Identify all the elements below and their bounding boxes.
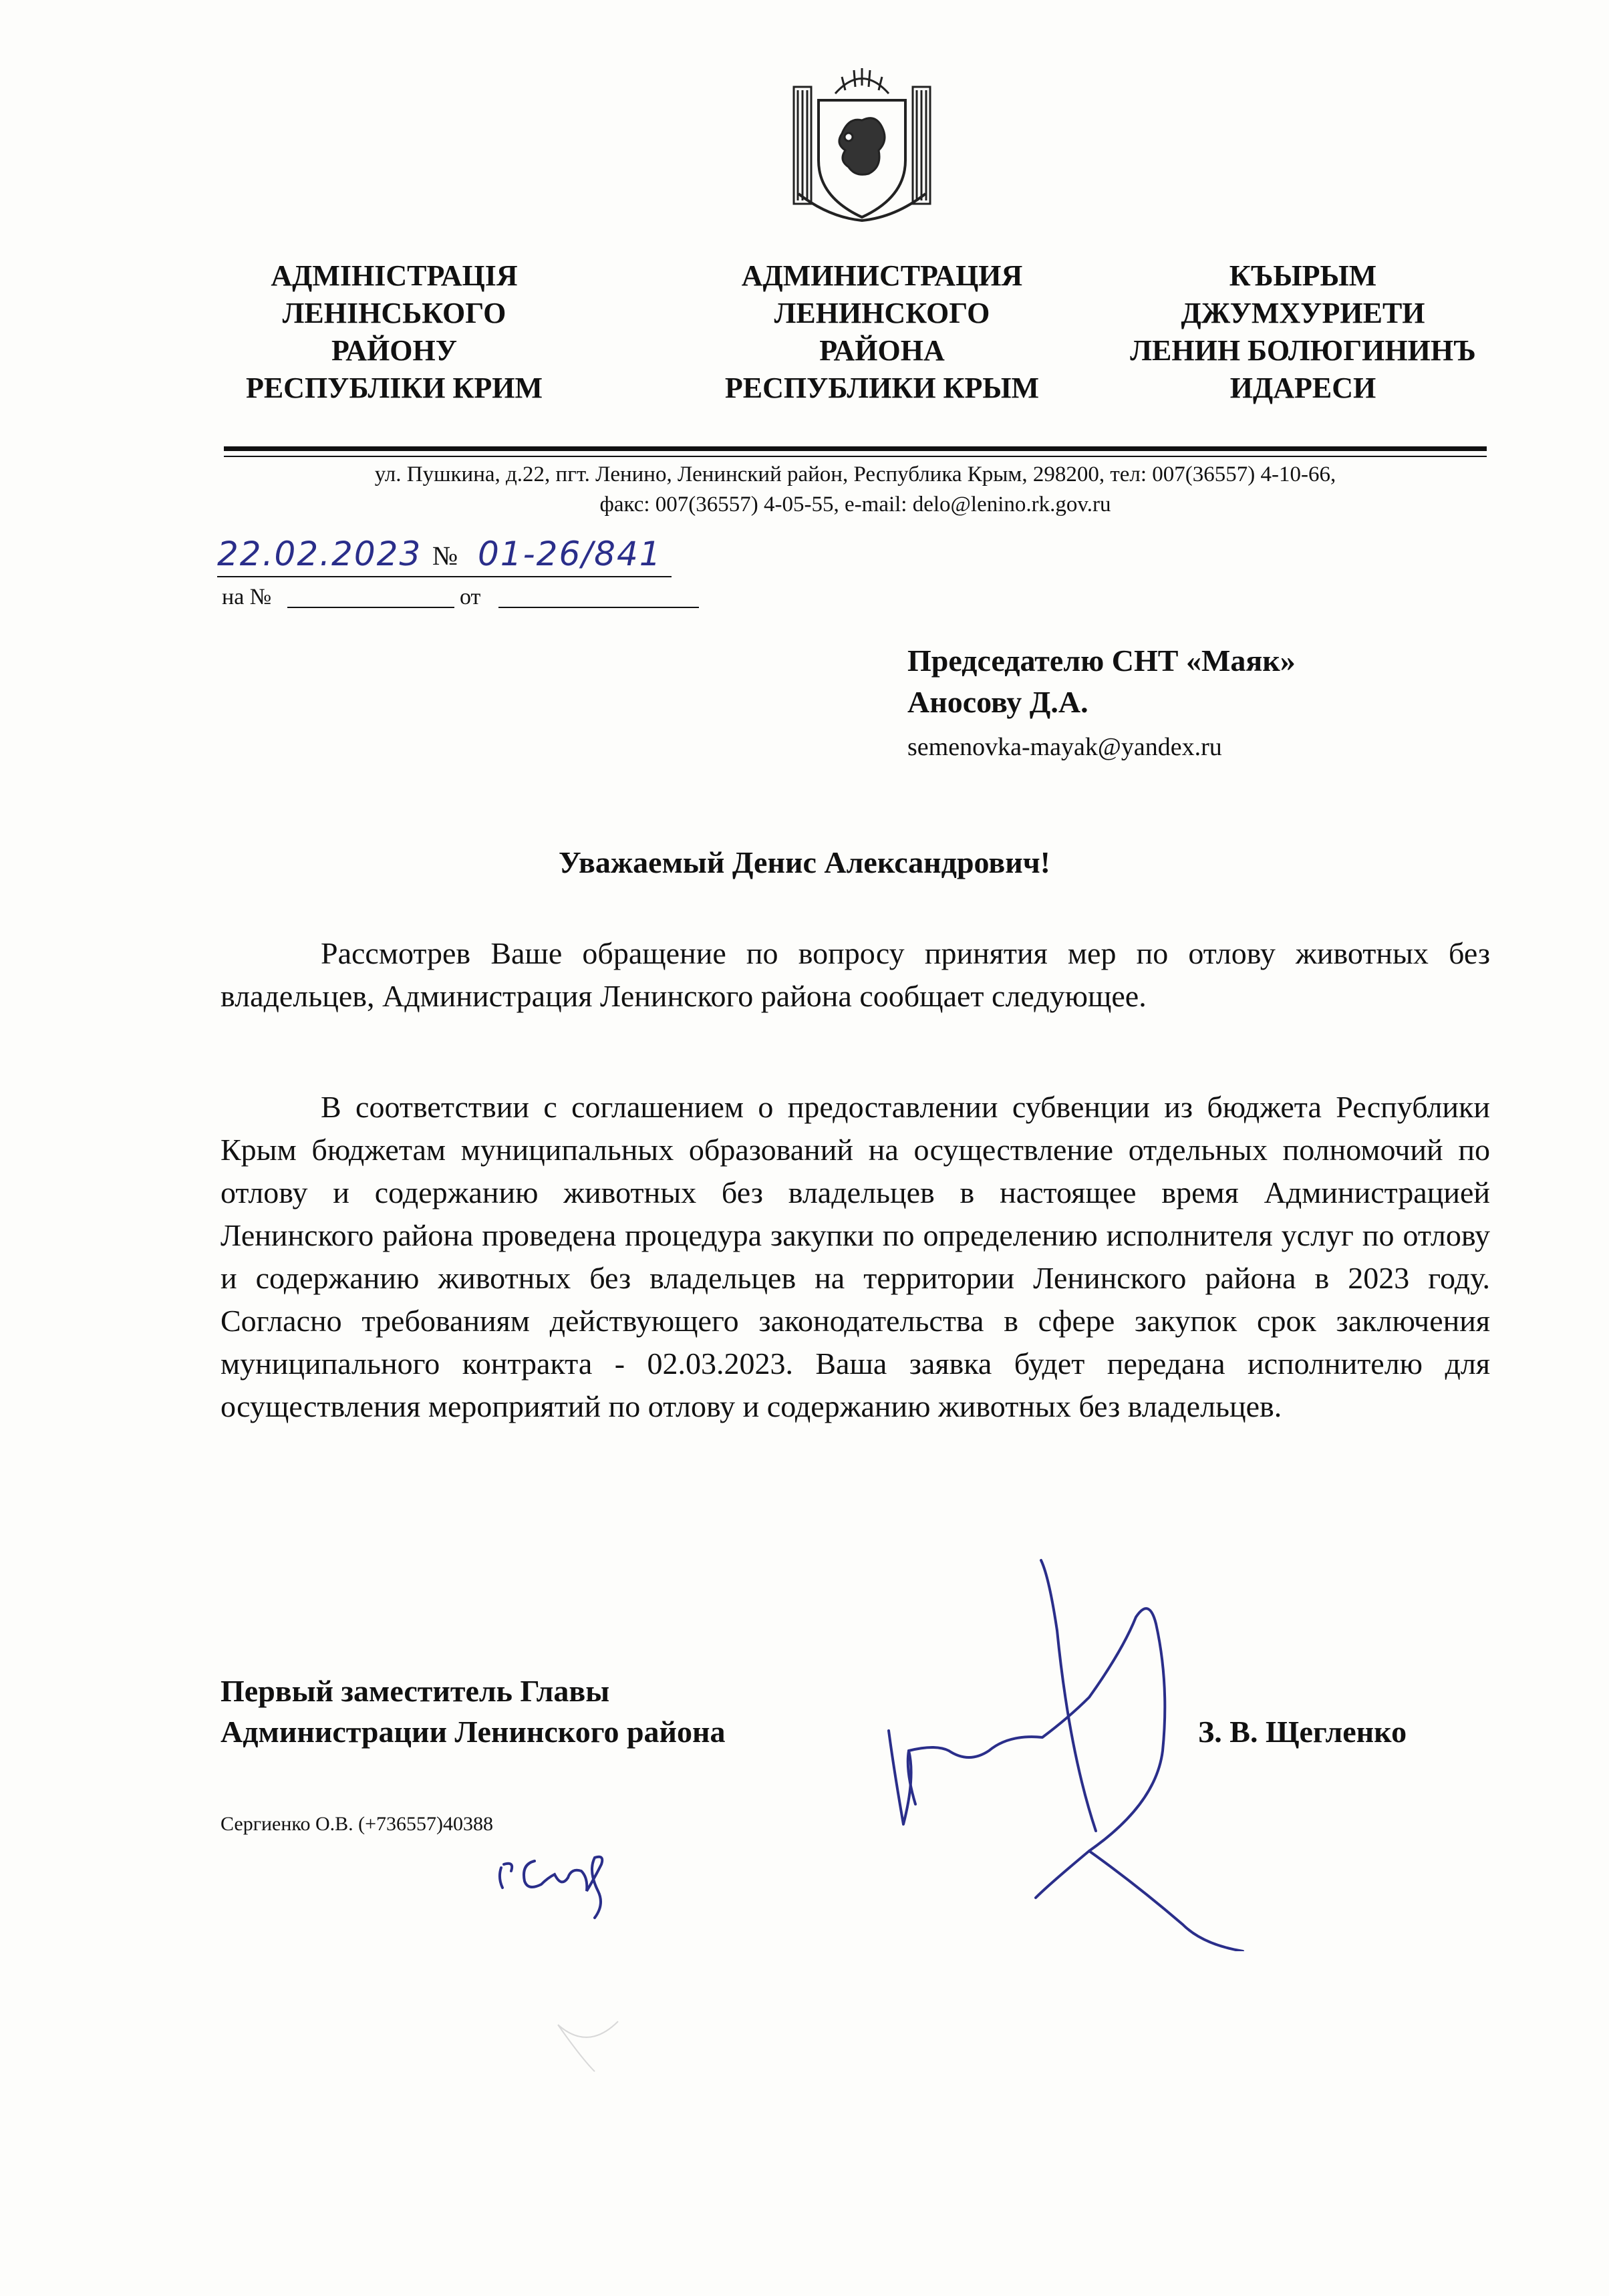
addressee-title: Председателю СНТ «Маяк» (907, 643, 1296, 678)
in-reply-number-blank (287, 607, 454, 608)
header-ukrainian-line: ЛЕНІНСЬКОГО (282, 297, 506, 329)
registration-underline (217, 576, 672, 577)
salutation: Уважаемый Денис Александрович! (559, 845, 1050, 879)
header-russian-line: РЕСПУБЛИКИ КРЫМ (724, 372, 1040, 404)
signatory-position-line-1: Первый заместитель Главы (221, 1674, 610, 1708)
handwritten-initials-icon (488, 1838, 635, 1924)
addressee-name: Аносову Д.А. (907, 685, 1088, 719)
registration-date: 22.02.2023 (217, 535, 422, 573)
header-russian-line: ЛЕНИНСКОГО (774, 297, 990, 329)
header-crimean-tatar-line: ДЖУМХУРИЕТИ (1181, 297, 1425, 329)
signatory-name: З. В. Щегленко (1198, 1715, 1407, 1749)
header-russian (668, 257, 1096, 407)
address-line-2: факс: 007(36557) 4-05-55, e-mail: delo@lenino.rk.gov.ru (599, 492, 1111, 517)
registration-line (217, 535, 685, 581)
body-paragraph-1: Рассмотрев Ваше обращение по вопросу принятия мер по отлову животных без владельцев, Администрация Ленинского района сообщает следующее. (221, 936, 1490, 1013)
coat-of-arms-icon (782, 60, 942, 227)
header-ukrainian (194, 257, 595, 407)
registration-number: 01-26/841 (478, 535, 662, 573)
in-reply-date-blank (498, 607, 699, 608)
header-crimean-tatar-line: ЛЕНИН БОЛЮГИНИНЪ (1130, 334, 1476, 367)
header-divider-thick (224, 446, 1487, 451)
header-divider-thin (224, 456, 1487, 457)
in-reply-from-label: от (460, 585, 481, 609)
header-russian-line: РАЙОНА (819, 334, 945, 367)
header-crimean-tatar (1096, 257, 1510, 407)
header-ukrainian-line: АДМІНІСТРАЦІЯ (271, 259, 518, 292)
header-russian-line: АДМИНИСТРАЦИЯ (741, 259, 1023, 292)
addressee-email: semenovka-mayak@yandex.ru (907, 733, 1222, 761)
signatory-position-line-2: Администрации Ленинского района (221, 1715, 726, 1749)
faint-pencil-mark-icon (555, 2011, 621, 2078)
header-crimean-tatar-line: КЪЫРЫМ (1229, 259, 1377, 292)
executor-contact: Сергиенко О.В. (+736557)40388 (221, 1813, 494, 1835)
body-paragraph-2: В соответствии с соглашением о предоставлении субвенции из бюджета Республики Крым бюджетам муниципальных образований на осуществление отдельных полномочий по отлову и содержанию животных без владельцев в настоящее время Администрацией Ленинского района проведена процедура закупки по определению исполнителя услуг по отлову и содержанию животных без владельцев на территории Ленинского района в 2023 году. Согласно требованиям действующего законодательства в сфере закупок срок заключения муниципального контракта - 02.03.2023. Ваша заявка будет передана исполнителю для осуществления мероприятий по отлову и содержанию животных без владельцев. (221, 1090, 1490, 1423)
in-reply-to-label: на № (222, 585, 272, 609)
registration-number-label: № (432, 541, 458, 571)
handwritten-signature-icon (869, 1550, 1336, 1951)
address-line-1: ул. Пушкина, д.22, пгт. Ленино, Ленинский район, Республика Крым, 298200, тел: 007(36557) 4-10-66, (374, 462, 1336, 486)
header-ukrainian-line: РЕСПУБЛІКИ КРИМ (245, 372, 543, 404)
header-ukrainian-line: РАЙОНУ (331, 334, 457, 367)
header-crimean-tatar-line: ИДАРЕСИ (1229, 372, 1376, 404)
